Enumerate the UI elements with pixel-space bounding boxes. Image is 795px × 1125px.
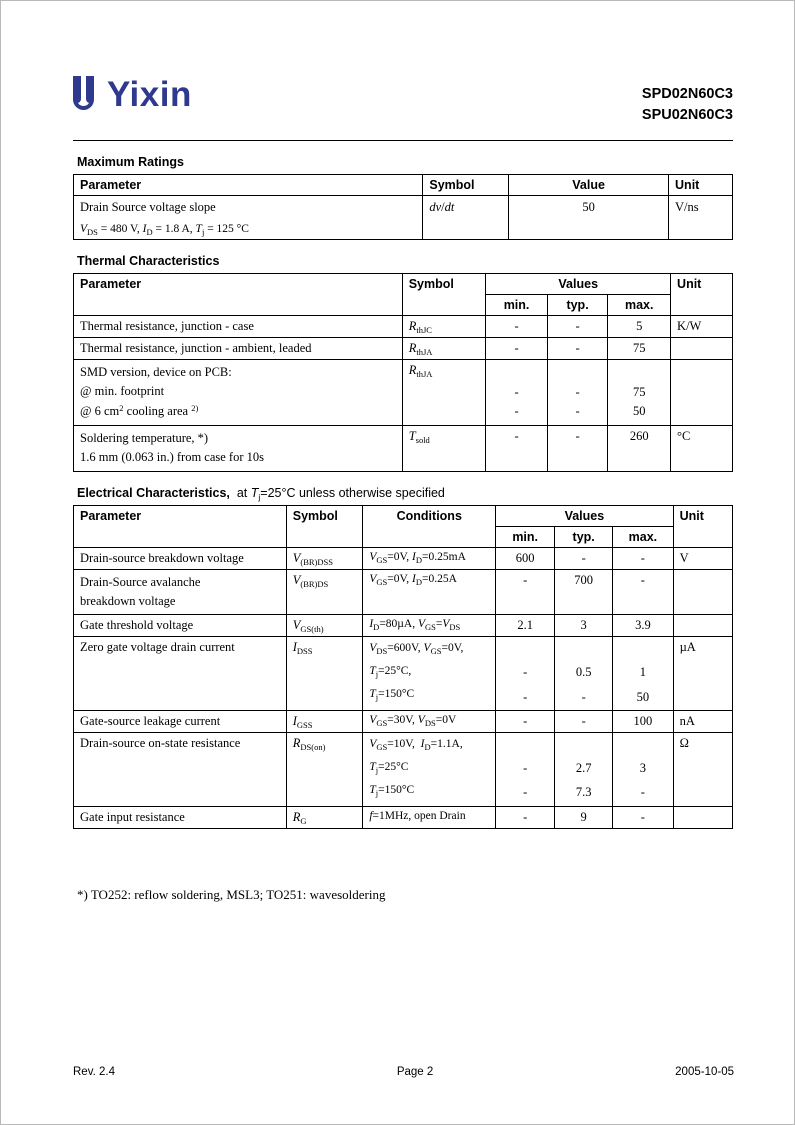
col-values: Values — [496, 505, 673, 526]
cell-parameter: Thermal resistance, junction - ambient, leaded — [74, 338, 403, 360]
cell-max: - — [613, 569, 673, 615]
section-title-thermal: Thermal Characteristics — [77, 254, 220, 268]
cell-typ: 3 — [555, 615, 613, 637]
cell-conditions: $V_{GS}=0V$, $I_D=0.25mA$ — [363, 547, 496, 569]
col-max: max. — [613, 526, 673, 547]
cell-unit — [673, 615, 732, 637]
parameter-text-2: 1.6 mm (0.063 in.) from case for 10s — [80, 450, 264, 465]
col-parameter: Parameter — [74, 274, 403, 316]
cell-typ: - — [547, 316, 608, 338]
table-row — [74, 569, 733, 615]
cell-symbol: $R_{DS(on)}$ — [286, 733, 363, 807]
cell-typ: - — [547, 425, 608, 471]
cell-parameter: Gate input resistance — [74, 806, 287, 828]
cell-min: - - — [496, 637, 555, 711]
section-title-suffix: at $T_j=25^\circ C$ unless otherwise specified — [233, 485, 445, 502]
col-value: Value — [509, 175, 669, 196]
logo-mark-icon — [73, 76, 99, 112]
cell-parameter: Drain-source on-state resistance — [74, 733, 287, 807]
max-ratings-table — [73, 174, 733, 240]
cell-value: 50 — [509, 196, 669, 240]
cell-parameter: Thermal resistance, junction - case — [74, 316, 403, 338]
col-unit: Unit — [671, 274, 733, 316]
cell-max: - — [613, 806, 673, 828]
cell-unit — [673, 569, 732, 615]
cell-conditions: $V_{DS}=600V$, $V_{GS}=0V$, $T_j=25^\circ C$, $T_j=150^\circ C$ — [363, 637, 496, 711]
table-row — [74, 360, 733, 426]
page-footer — [73, 1066, 734, 1078]
thermal-table — [73, 273, 733, 472]
table-row — [74, 615, 733, 637]
cell-symbol: $R_{thJC}$ — [402, 316, 486, 338]
cell-unit: nA — [673, 711, 732, 733]
col-min: min. — [486, 295, 547, 316]
cell-max: 75 50 — [608, 360, 671, 426]
cell-unit — [671, 360, 733, 426]
cell-conditions: $I_D=80\mu A$, $V_{GS}=V_{DS}$ — [363, 615, 496, 637]
electrical-table — [73, 505, 733, 829]
part-numbers — [642, 76, 733, 125]
table-row — [74, 196, 733, 240]
cell-max: 1 50 — [613, 637, 673, 711]
cell-symbol: $V_{(BR)DSS}$ — [286, 547, 363, 569]
cell-symbol: $V_{GS(th)}$ — [286, 615, 363, 637]
cell-conditions: $V_{GS}=10V$, $I_D=1.1A$, $T_j=25^\circ C$ $T_j=150^\circ C$ — [363, 733, 496, 807]
table-header-row — [74, 505, 733, 526]
cell-unit — [671, 338, 733, 360]
table-row — [74, 547, 733, 569]
col-unit: Unit — [673, 505, 732, 547]
part-number-1: SPD02N60C3 — [641, 86, 733, 102]
cell-conditions: $V_{GS}=30V$, $V_{DS}=0V$ — [363, 711, 496, 733]
cell-typ: 9 — [555, 806, 613, 828]
parameter-text-3: @ 6 $cm^2$ cooling area $^{2)}$ — [80, 402, 199, 418]
cell-max: 3.9 — [613, 615, 673, 637]
col-typ: typ. — [555, 526, 613, 547]
cell-parameter — [74, 360, 403, 426]
col-conditions: Conditions — [363, 505, 496, 547]
table-row — [74, 711, 733, 733]
cell-min: - — [486, 338, 547, 360]
table-row — [74, 316, 733, 338]
table-row — [74, 338, 733, 360]
company-logo — [73, 76, 192, 112]
company-name: Yixin — [107, 74, 192, 114]
cell-typ: - — [555, 711, 613, 733]
cell-parameter: Gate-source leakage current — [74, 711, 287, 733]
cell-max: 260 — [608, 425, 671, 471]
table-header-row — [74, 274, 733, 295]
parameter-text: SMD version, device on PCB: — [80, 365, 232, 379]
cell-max: - — [613, 547, 673, 569]
section-title-max-ratings: Maximum Ratings — [77, 155, 184, 169]
parameter-text-2: @ min. footprint — [80, 384, 165, 399]
page-content — [73, 76, 733, 903]
col-min: min. — [496, 526, 555, 547]
cell-unit: K/W — [671, 316, 733, 338]
cell-parameter: Drain-source breakdown voltage — [74, 547, 287, 569]
cell-typ: - — [555, 547, 613, 569]
cell-unit: µA — [673, 637, 732, 711]
cell-typ: - — [547, 338, 608, 360]
parameter-condition: $V_{DS} = 480$ V, $I_D = 1.8$ A, $T_j = 125$ °C — [80, 223, 249, 237]
cell-typ: 700 — [555, 569, 613, 615]
table-row — [74, 806, 733, 828]
cell-parameter — [74, 196, 423, 240]
cell-symbol: $R_{thJA}$ — [402, 360, 486, 426]
cell-min: 2.1 — [496, 615, 555, 637]
cell-unit — [673, 806, 732, 828]
col-parameter: Parameter — [74, 175, 423, 196]
col-symbol: Symbol — [402, 274, 486, 316]
cell-symbol: $T_{sold}$ — [402, 425, 486, 471]
cell-max: 75 — [608, 338, 671, 360]
parameter-text: Soldering temperature, *) — [80, 430, 209, 445]
cell-symbol: dv/dt — [423, 196, 509, 240]
cell-symbol: $R_{thJA}$ — [402, 338, 486, 360]
part-number-2: SPU02N60C3 — [641, 106, 733, 123]
table-header-row — [74, 175, 733, 196]
cell-min: - — [496, 569, 555, 615]
date-label: 2005-10-05 — [675, 1066, 734, 1078]
table-row — [74, 425, 733, 471]
parameter-text-2: breakdown voltage — [80, 593, 176, 608]
cell-conditions: f=1MHz, open Drain — [363, 806, 496, 828]
col-values: Values — [486, 274, 671, 295]
col-max: max. — [608, 295, 671, 316]
cell-min: - - — [496, 733, 555, 807]
cell-min: - — [496, 711, 555, 733]
table-row — [74, 637, 733, 711]
cell-unit: Ω — [673, 733, 732, 807]
cell-min: - — [486, 425, 547, 471]
cell-parameter — [74, 569, 287, 615]
cell-unit: V — [673, 547, 732, 569]
cell-typ: 2.7 7.3 — [555, 733, 613, 807]
cell-min: - — [496, 806, 555, 828]
footnote: *) TO252: reflow soldering, MSL3; TO251: wavesoldering — [77, 886, 386, 902]
col-symbol: Symbol — [423, 175, 509, 196]
revision-label: Rev. 2.4 — [73, 1066, 115, 1078]
document-header — [73, 76, 733, 138]
table-row — [74, 733, 733, 807]
parameter-text: Drain-Source avalanche — [80, 574, 201, 589]
col-parameter: Parameter — [74, 505, 287, 547]
cell-min: 600 — [496, 547, 555, 569]
cell-unit: °C — [671, 425, 733, 471]
section-title-electrical — [77, 486, 733, 500]
cell-max: 100 — [613, 711, 673, 733]
cell-symbol: $V_{(BR)DS}$ — [286, 569, 363, 615]
cell-symbol: $I_{GSS}$ — [286, 711, 363, 733]
cell-parameter — [74, 425, 403, 471]
col-unit: Unit — [669, 175, 733, 196]
page-number: Page 2 — [396, 1066, 434, 1078]
cell-symbol: $I_{DSS}$ — [286, 637, 363, 711]
cell-max: 3 - — [613, 733, 673, 807]
cell-parameter: Zero gate voltage drain current — [74, 637, 287, 711]
header-divider — [73, 140, 733, 141]
cell-max: 5 — [608, 316, 671, 338]
cell-typ: - - — [547, 360, 608, 426]
section-title-text: Electrical Characteristics, — [77, 485, 230, 500]
col-symbol: Symbol — [286, 505, 363, 547]
cell-min: - - — [486, 360, 547, 426]
cell-parameter: Gate threshold voltage — [74, 615, 287, 637]
cell-unit: V/ns — [669, 196, 733, 240]
parameter-text: Drain Source voltage slope — [80, 200, 216, 214]
cell-symbol: $R_G$ — [286, 806, 363, 828]
cell-conditions: $V_{GS}=0V$, $I_D=0.25A$ — [363, 569, 496, 615]
cell-typ: 0.5 - — [555, 637, 613, 711]
cell-min: - — [486, 316, 547, 338]
col-typ: typ. — [547, 295, 608, 316]
